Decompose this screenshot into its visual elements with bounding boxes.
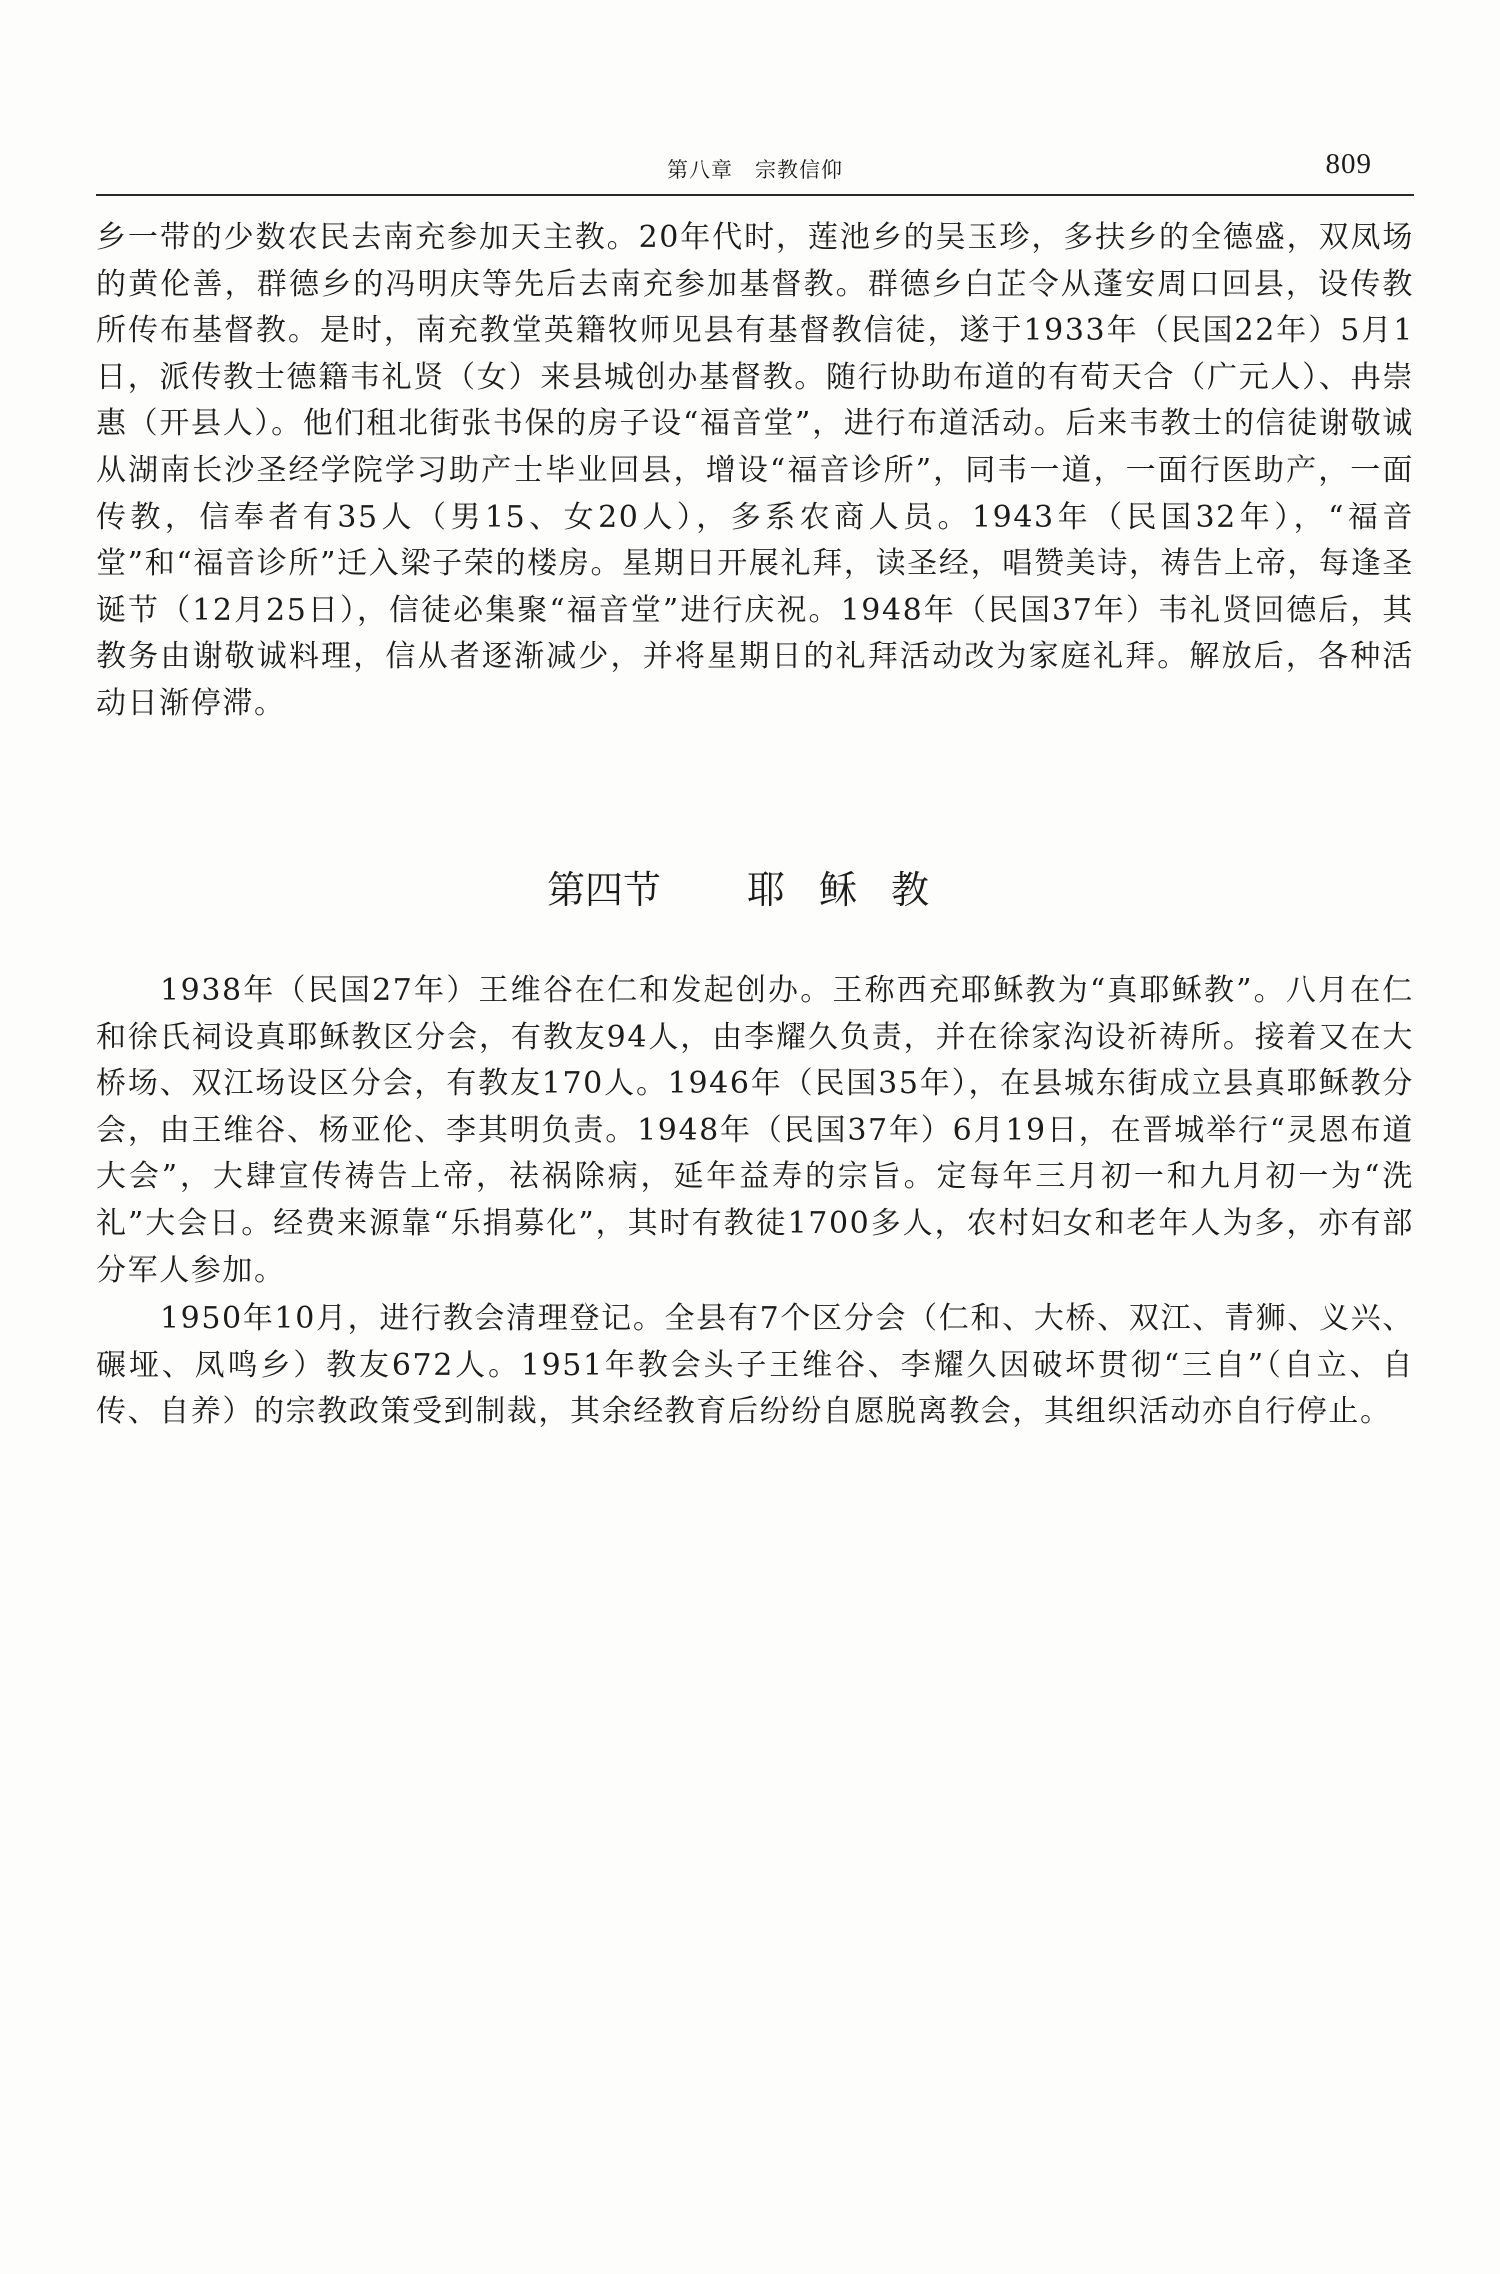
intro-paragraph: 乡一带的少数农民去南充参加天主教。20年代时，莲池乡的吴玉珍，多扶乡的全德盛，双凤场的黄伦善，群德乡的冯明庆等先后去南充参加基督教。群德乡白芷令从蓬安周口回县，设传教所传布基督教。是时，南充教堂英籍牧师见县有基督教信徒，遂于1933年（民国22年）5月1日，派传教士德籍韦礼贤（女）来县城创办基督教。随行协助布道的有荀天合（广元人）、冉崇惠（开县人）。他们租北街张书保的房子设“福音堂”，进行布道活动。后来韦教士的信徒谢敬诚从湖南长沙圣经学院学习助产士毕业回县，增设“福音诊所”，同韦一道，一面行医助产，一面传教，信奉者有35人（男15、女20人），多系农商人员。1943年（民国32年），“福音堂”和“福音诊所”迁入梁子荣的楼房。星期日开展礼拜，读圣经，唱赞美诗，祷告上帝，每逢圣诞节（12月25日），信徒必集聚“福音堂”进行庆祝。1948年（民国37年）韦礼贤回德后，其教务由谢敬诚料理，信从者逐渐减少，并将星期日的礼拜活动改为家庭礼拜。解放后，各种活动日渐停滞。: [96, 220, 1414, 721]
section-number: 第四节: [546, 868, 661, 912]
section-paragraph-1: 1938年（民国27年）王维谷在仁和发起创办。王称西充耶稣教为“真耶稣教”。八月在仁和徐氏祠设真耶稣教区分会，有教友94人，由李耀久负责，并在徐家沟设祈祷所。接着又在大桥场、双江场设区分会，有教友170人。1946年（民国35年），在县城东街成立县真耶稣教分会，由王维谷、杨亚伦、李其明负责。1948年（民国37年）6月19日，在晋城举行“灵恩布道大会”，大肆宣传祷告上帝，祛祸除病，延年益寿的宗旨。定每年三月初一和九月初一为“洗礼”大会日。经费来源靠“乐捐募化”，其时有教徒1700多人，农村妇女和老年人为多，亦有部分军人参加。: [96, 973, 1414, 1288]
section-body: [96, 968, 1414, 1436]
section-paragraph-2: 1950年10月，进行教会清理登记。全县有7个区分会（仁和、大桥、双江、青狮、义兴、碾垭、凤鸣乡）教友672人。1951年教会头子王维谷、李耀久因破坏贯彻“三自”（自立、自传、自养）的宗教政策受到制裁，其余经教育后纷纷自愿脱离教会，其组织活动亦自行停止。: [96, 1301, 1414, 1430]
running-header: [96, 146, 1414, 196]
intro-text-block: [96, 215, 1414, 728]
section-title: 耶稣教: [747, 868, 964, 912]
chapter-title: 第八章 宗教信仰: [667, 158, 843, 182]
section-heading: [96, 860, 1414, 920]
page-number: 809: [1325, 148, 1372, 180]
